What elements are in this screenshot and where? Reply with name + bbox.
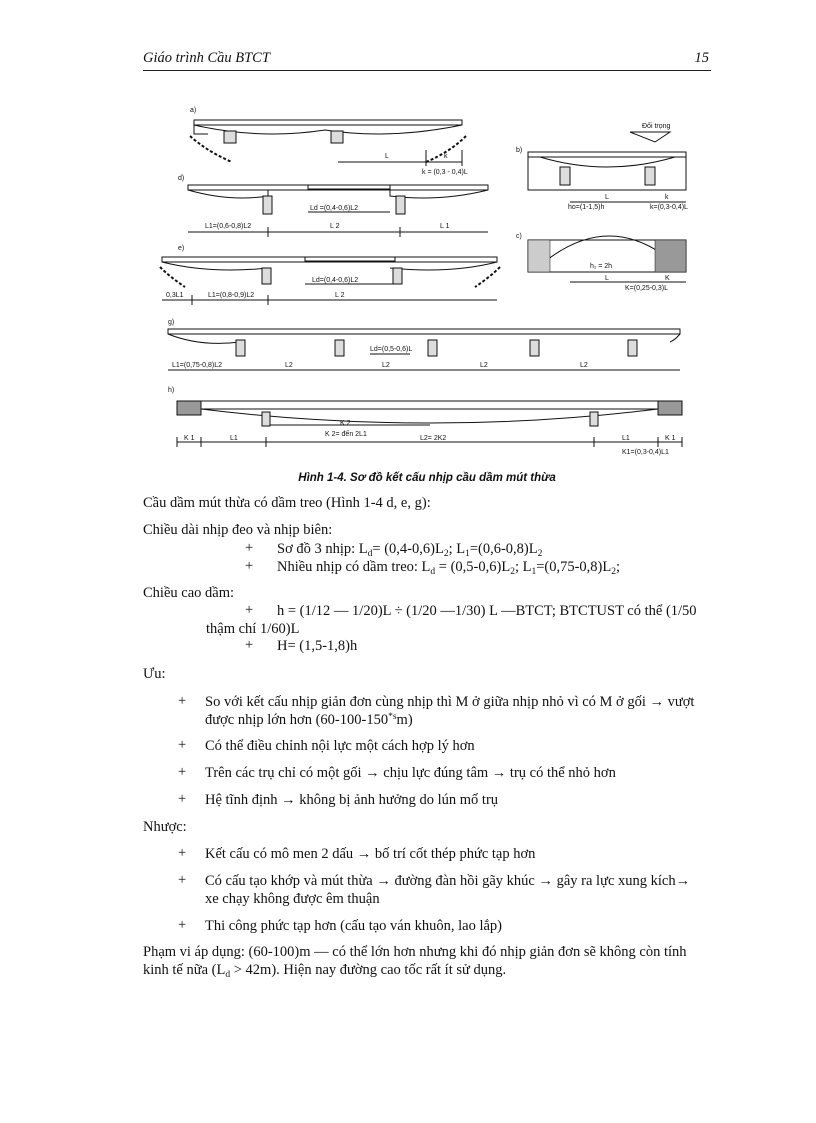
panel-e-ld-formula: Ld=(0,4-0,6)L2	[312, 277, 359, 284]
height-item-1: h = (1/12 — 1/20)L ÷ (1/20 —1/30) L —BTCT; BTCTUST có thể (1/50	[277, 603, 697, 619]
panel-h-k1: K 1	[184, 435, 195, 442]
page-number: 15	[694, 50, 709, 66]
height-bullet-1: +	[245, 602, 254, 618]
panel-h-k1-formula: K1=(0,3-0,4)L1	[622, 449, 669, 456]
pro-2: Có thể điều chỉnh nội lực một cách hợp lý hơn	[205, 738, 475, 754]
panel-c-letter: c)	[516, 233, 522, 240]
page-header	[143, 46, 711, 71]
con-2-line-1: Có cấu tạo khớp và mút thừa → đường đàn hồi gãy khúc → gây ra lực xung kích→	[205, 873, 691, 889]
header-title: Giáo trình Cầu BTCT	[143, 50, 270, 66]
panel-b-span-k: k	[665, 194, 669, 201]
pros-heading: Ưu:	[143, 666, 166, 682]
panel-d-letter: d)	[178, 175, 185, 182]
panel-h-l1: L1	[230, 435, 238, 442]
panel-h-k2: K 2	[340, 420, 351, 427]
panel-e-l2: L 2	[335, 292, 345, 299]
panel-h-k1-right: K 1	[665, 435, 676, 442]
panel-g-drawing	[168, 329, 680, 370]
scope-line-2: kinh tế nữa $(L_d > 42m)$. Hiện nay đường cao tốc rất ít sử dụng.	[143, 962, 507, 980]
con-bullet-1: +	[178, 845, 187, 861]
pro-bullet-4: +	[178, 791, 187, 807]
panel-b-ho-formula: ho=(1-1,5)h	[568, 204, 605, 211]
panel-h-l1-right: L1	[622, 435, 630, 442]
panel-g-ld-formula: Ld=(0,5-0,6)L	[370, 346, 413, 353]
panel-g-l2-4: L2	[580, 362, 588, 369]
pro-1-line-1: So với kết cấu nhịp giản đơn cùng nhịp thì M ở giữa nhịp nhỏ vì có M ở gối → vượt	[205, 694, 695, 710]
panel-h-letter: h)	[168, 387, 175, 394]
panel-a-k-formula: k = (0,3 - 0,4)L	[422, 169, 468, 176]
pro-bullet-2: +	[178, 737, 187, 753]
panel-d-l1-right: L 1	[440, 223, 450, 230]
con-bullet-2: +	[178, 872, 187, 888]
pro-bullet-1: +	[178, 693, 187, 709]
con-bullet-3: +	[178, 917, 187, 933]
panel-a-drawing	[190, 120, 466, 166]
panel-h-k2-formula: K 2= đến 2L1	[325, 431, 367, 438]
panel-c-k-formula: K=(0,25-0,3)L	[625, 285, 668, 292]
panel-e-letter: e)	[178, 245, 185, 252]
panel-c-h-formula: h₁ = 2h	[590, 263, 613, 270]
panel-b-letter: b)	[516, 147, 523, 154]
cons-heading: Nhược:	[143, 819, 187, 835]
panel-b-counterweight: Đối trọng	[642, 123, 671, 130]
pro-bullet-3: +	[178, 764, 187, 780]
panel-a-letter: a)	[190, 107, 197, 114]
panel-b-k-formula: k=(0,3-0,4)L	[650, 204, 688, 211]
height-bullet-2: +	[245, 637, 254, 653]
con-3: Thi công phức tạp hơn (cấu tạo ván khuôn, lao lắp)	[205, 918, 502, 934]
panel-d-l2: L 2	[330, 223, 340, 230]
panel-a-span-l: L	[385, 153, 389, 160]
scope-line-1: Phạm vi áp dụng: (60-100)m — có thể lớn hơn nhưng khi đó nhịp giản đơn sẽ không còn tính	[143, 944, 687, 960]
span-heading: Chiều dài nhịp đeo và nhịp biên:	[143, 522, 333, 538]
con-2-line-2: xe chạy không được êm thuận	[205, 891, 380, 907]
span-bullet-1: +	[245, 540, 254, 556]
con-1: Kết cấu có mô men 2 dấu → bố trí cốt thép phức tạp hơn	[205, 846, 536, 862]
panel-d-ld-formula: Ld =(0,4-0,6)L2	[310, 205, 359, 212]
figure-caption: Hình 1-4. Sơ đồ kết cấu nhịp cầu dầm mút thừa	[298, 472, 556, 484]
panel-b-drawing	[528, 132, 686, 202]
panel-e-l1-formula: L1=(0,8-0,9)L2	[208, 292, 255, 299]
pro-4: Hệ tĩnh định → không bị ảnh hưởng do lún mố trụ	[205, 792, 499, 808]
height-item-2: H= (1,5-1,8)h	[277, 638, 358, 654]
panel-g-l2-1: L2	[285, 362, 293, 369]
panel-h-l2-formula: L2= 2K2	[420, 435, 447, 442]
panel-e-l03: 0,3L1	[166, 292, 184, 299]
span-item-2: Nhiều nhịp có dầm treo: $L_d = (0,5-0,6)L_2$; $L_1=(0,75-0,8)L_2$;	[277, 559, 621, 577]
panel-g-l2-2: L2	[382, 362, 390, 369]
panel-c-span-k: K	[665, 275, 670, 282]
height-item-1-cont: thậm chí 1/60)L	[206, 621, 300, 637]
panel-d-l1-left: L1=(0,6-0,8)L2	[205, 223, 252, 230]
bridge-schemes-figure	[150, 92, 690, 464]
panel-b-span-l: L	[605, 194, 609, 201]
span-bullet-2: +	[245, 558, 254, 574]
panel-g-letter: g)	[168, 319, 175, 326]
panel-a-span-k: k	[444, 153, 448, 160]
height-heading: Chiều cao dầm:	[143, 585, 235, 601]
span-item-1: Sơ đồ 3 nhịp: $L_d= (0,4-0,6)L_2$; $L_1=(0,6-0,8)L_2$	[277, 541, 543, 559]
intro-text: Cầu dầm mút thừa có dầm treo (Hình 1-4 d, e, g):	[143, 495, 431, 511]
panel-c-span-l: L	[605, 275, 609, 282]
pro-3: Trên các trụ chỉ có một gối → chịu lực đúng tâm → trụ có thể nhỏ hơn	[205, 765, 616, 781]
panel-g-l1-formula: L1=(0,75-0,8)L2	[172, 362, 223, 369]
panel-g-l2-3: L2	[480, 362, 488, 369]
pro-1-line-2: được nhịp lớn hơn (60-100-150$^{*s}$m)	[205, 712, 413, 728]
